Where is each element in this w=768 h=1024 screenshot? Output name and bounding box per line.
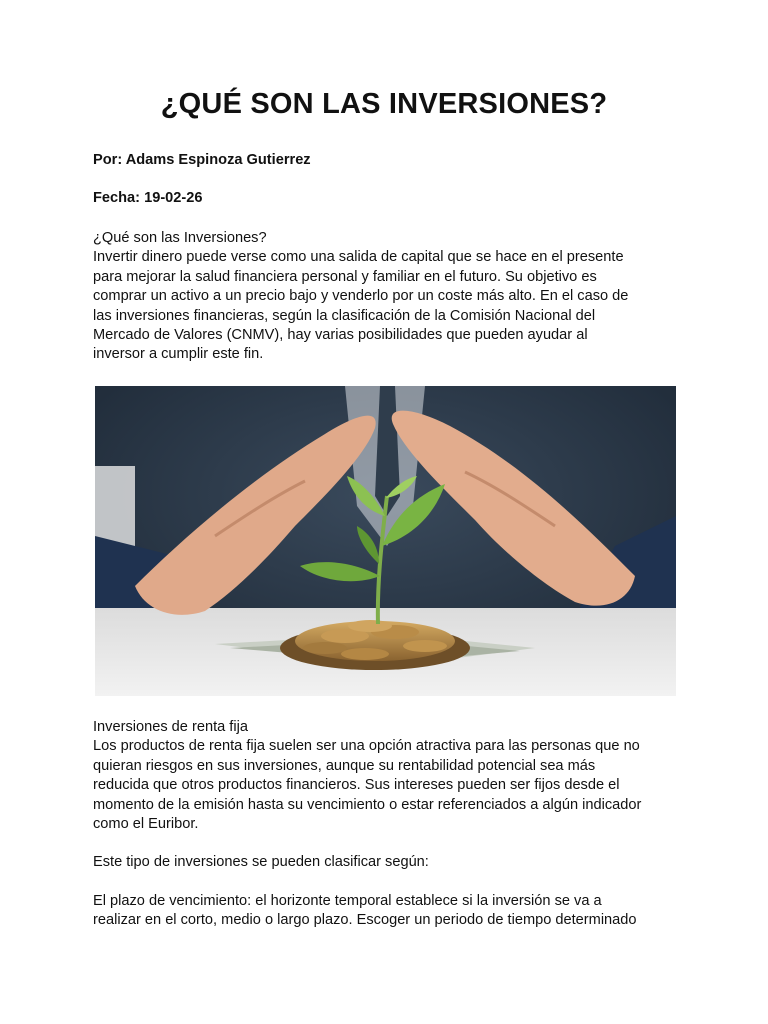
paragraph-line: como el Euribor. (93, 816, 199, 833)
section-heading: Inversiones de renta fija (93, 719, 248, 735)
paragraph-line: Los productos de renta fija suelen ser una opción atractiva para las personas que no (93, 738, 640, 755)
section-what-are-investments (93, 229, 693, 365)
paragraph-line: las inversiones financieras, según la clasificación de la Comisión Nacional del (93, 307, 596, 324)
paragraph-line: inversor a cumplir este fin. (93, 346, 264, 363)
paragraph-line: para mejorar la salud financiera personal y familiar en el futuro. Su objetivo es (93, 268, 597, 285)
paragraph-line: momento de la emisión hasta su vencimiento o estar referenciados a algún indicador (93, 796, 642, 813)
page-title: ¿QUÉ SON LAS INVERSIONES? (160, 88, 608, 120)
paragraph-line: Invertir dinero puede verse como una salida de capital que se hace en el presente (93, 249, 624, 266)
hands-protecting-plant-on-coins-photo (95, 386, 676, 696)
section-maturity (93, 892, 693, 931)
paragraph-line: reducida que otros productos financieros. Sus intereses pueden ser fijos desde el (93, 777, 620, 794)
paragraph-line: quieran riesgos en sus inversiones, aunque su rentabilidad potencial sea más (93, 757, 596, 774)
date-line: Fecha: 19-02-26 (93, 190, 203, 206)
paragraph-line: realizar en el corto, medio o largo plazo. Escoger un periodo de tiempo determinado (93, 912, 637, 929)
paragraph-line: El plazo de vencimiento: el horizonte temporal establece si la inversión se va a (93, 893, 602, 909)
section-heading: ¿Qué son las Inversiones? (93, 230, 267, 246)
classification-intro: Este tipo de inversiones se pueden clasificar según: (93, 854, 429, 870)
section-fixed-income (93, 718, 693, 834)
paragraph-line: comprar un activo a un precio bajo y venderlo por un coste más alto. En el caso de (93, 288, 629, 305)
paragraph-line: Mercado de Valores (CNMV), hay varias posibilidades que pueden ayudar al (93, 327, 588, 344)
author-line: Por: Adams Espinoza Gutierrez (93, 152, 311, 168)
